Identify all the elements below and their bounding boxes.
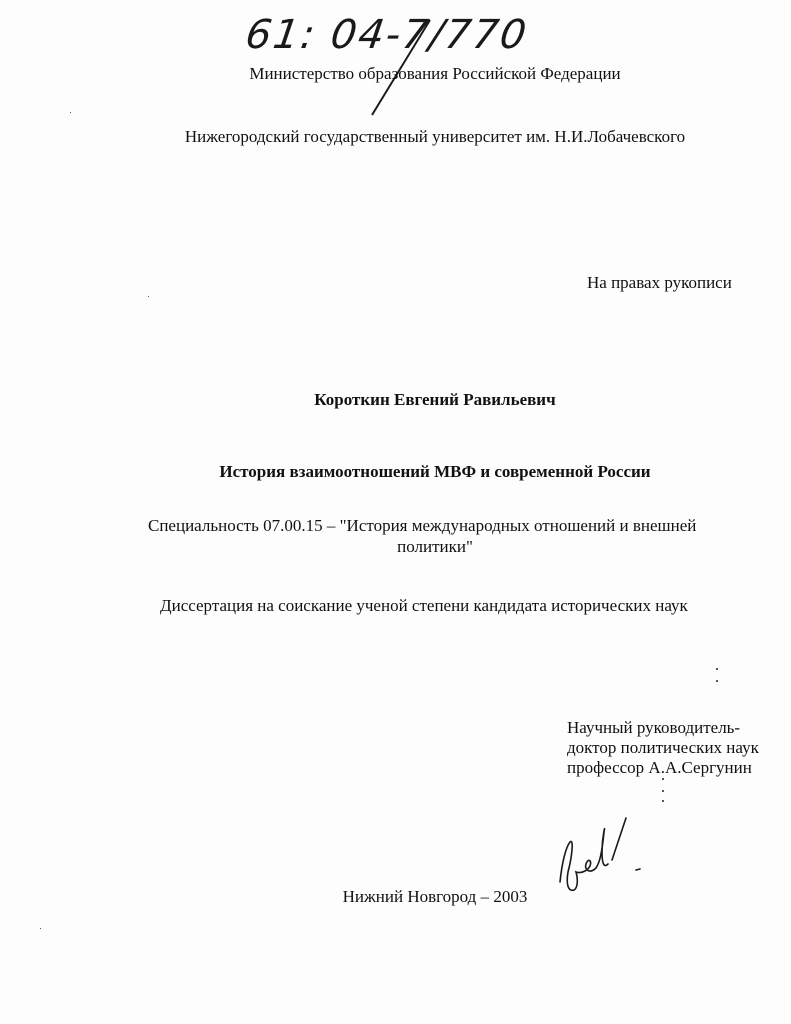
supervisor-role: Научный руководитель- bbox=[567, 718, 741, 737]
scan-speck bbox=[40, 928, 41, 929]
scan-speck bbox=[148, 296, 149, 297]
university-heading: Нижегородский государственный университет им. Н.И.Лобачевского bbox=[184, 127, 686, 146]
scan-speck bbox=[716, 680, 718, 682]
supervisor-name: профессор А.А.Сергунин bbox=[567, 758, 752, 777]
degree-statement: Диссертация на соискание ученой степени кандидата исторических наук bbox=[160, 596, 688, 615]
scan-speck bbox=[662, 778, 664, 780]
city-year: Нижний Новгород – 2003 bbox=[342, 887, 528, 906]
handwritten-code-text: 61: 04-7/770 bbox=[242, 12, 531, 58]
specialty-line-2: политики" bbox=[397, 537, 473, 556]
author-name: Короткин Евгений Равильевич bbox=[314, 390, 556, 409]
scan-speck bbox=[662, 800, 664, 802]
scan-speck bbox=[716, 668, 718, 670]
dissertation-title: История взаимоотношений МВФ и современной России bbox=[219, 462, 651, 481]
specialty-line-1: Специальность 07.00.15 – "История международных отношений и внешней bbox=[148, 516, 697, 535]
scan-speck bbox=[662, 790, 664, 792]
manuscript-rights-note: На правах рукописи bbox=[587, 273, 732, 292]
supervisor-degree: доктор политических наук bbox=[567, 738, 759, 757]
scan-speck bbox=[70, 112, 71, 113]
ministry-heading: Министерство образования Российской Федерации bbox=[249, 64, 621, 83]
